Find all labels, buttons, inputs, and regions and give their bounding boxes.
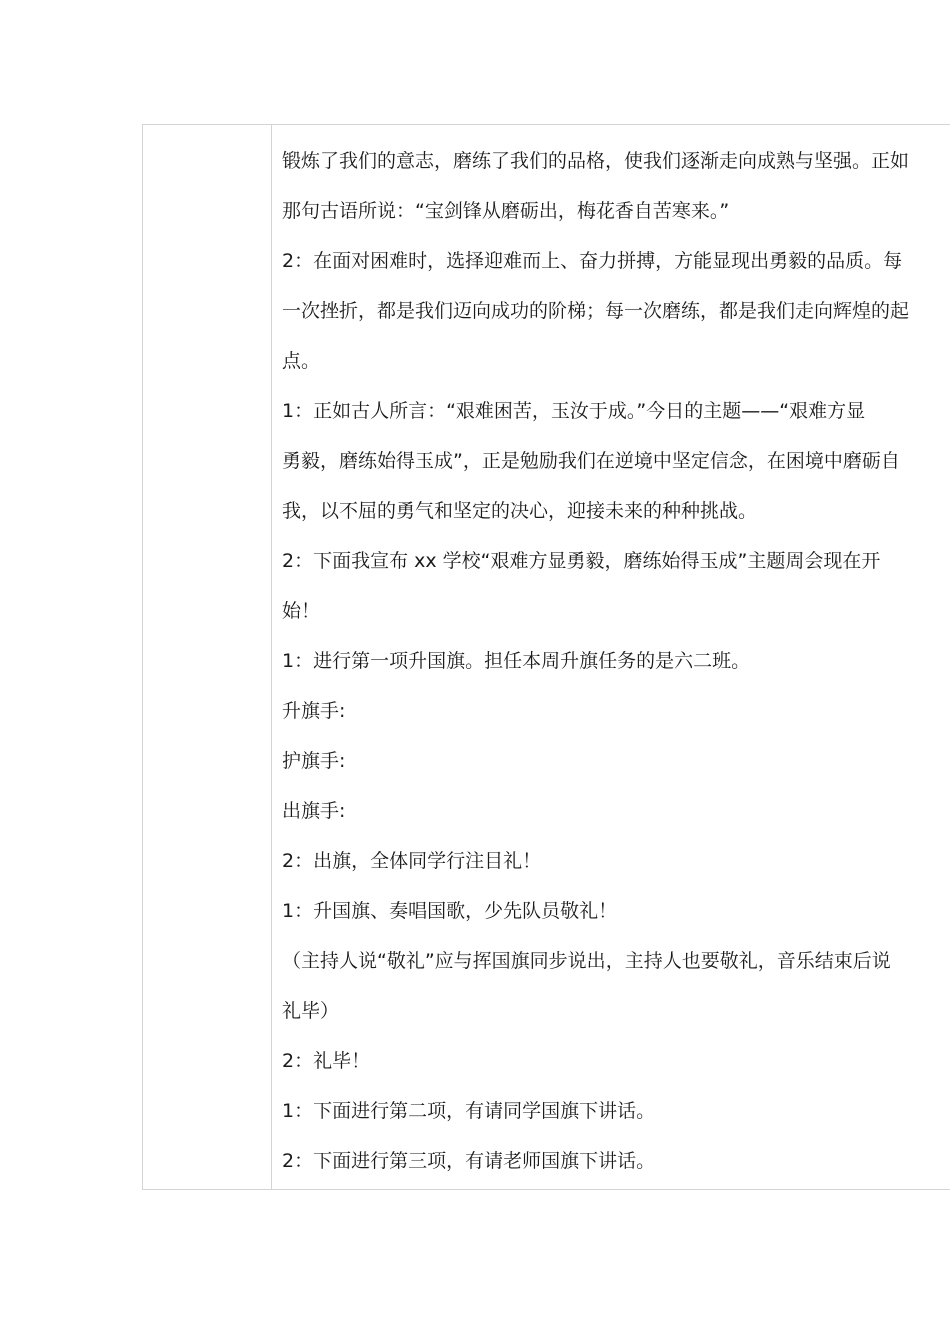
table-left-cell [143, 125, 272, 1189]
text-line: 一次挫折，都是我们迈向成功的阶梯；每一次磨练，都是我们走向辉煌的起 [282, 300, 910, 322]
table-right-cell [272, 125, 950, 1189]
text-line: 1：升国旗、奏唱国歌，少先队员敬礼！ [282, 900, 618, 922]
text-line: 点。 [282, 350, 321, 372]
script-text [282, 136, 950, 1186]
text-line: 礼毕） [282, 1000, 340, 1022]
text-line: 2：下面我宣布 xx 学校“艰难方显勇毅，磨练始得玉成”主题周会现在开 [282, 550, 881, 572]
text-line: 2：礼毕！ [282, 1050, 371, 1072]
text-line: 那句古语所说：“宝剑锋从磨砺出，梅花香自苦寒来。” [282, 200, 730, 222]
text-line: 2：下面进行第三项，有请老师国旗下讲话。 [282, 1150, 656, 1172]
text-line: 出旗手: [282, 800, 346, 822]
text-line: 1：进行第一项升国旗。担任本周升旗任务的是六二班。 [282, 650, 751, 672]
text-line: （主持人说“敬礼”应与挥国旗同步说出，主持人也要敬礼，音乐结束后说 [282, 950, 891, 972]
text-line: 护旗手: [282, 750, 346, 772]
text-line: 2：出旗，全体同学行注目礼！ [282, 850, 542, 872]
text-line: 勇毅，磨练始得玉成”，正是勉励我们在逆境中坚定信念，在困境中磨砺自 [282, 450, 900, 472]
text-line: 升旗手: [282, 700, 346, 722]
text-line: 1：下面进行第二项，有请同学国旗下讲话。 [282, 1100, 656, 1122]
text-line: 2：在面对困难时，选择迎难而上、奋力拼搏，方能显现出勇毅的品质。每 [282, 250, 903, 272]
text-line: 1：正如古人所言：“艰难困苦，玉汝于成。”今日的主题——“艰难方显 [282, 400, 866, 422]
text-line: 我，以不屈的勇气和坚定的决心，迎接未来的种种挑战。 [282, 500, 758, 522]
document-table [142, 124, 950, 1190]
text-line: 锻炼了我们的意志，磨练了我们的品格，使我们逐渐走向成熟与坚强。正如 [282, 150, 910, 172]
text-line: 始！ [282, 600, 321, 622]
